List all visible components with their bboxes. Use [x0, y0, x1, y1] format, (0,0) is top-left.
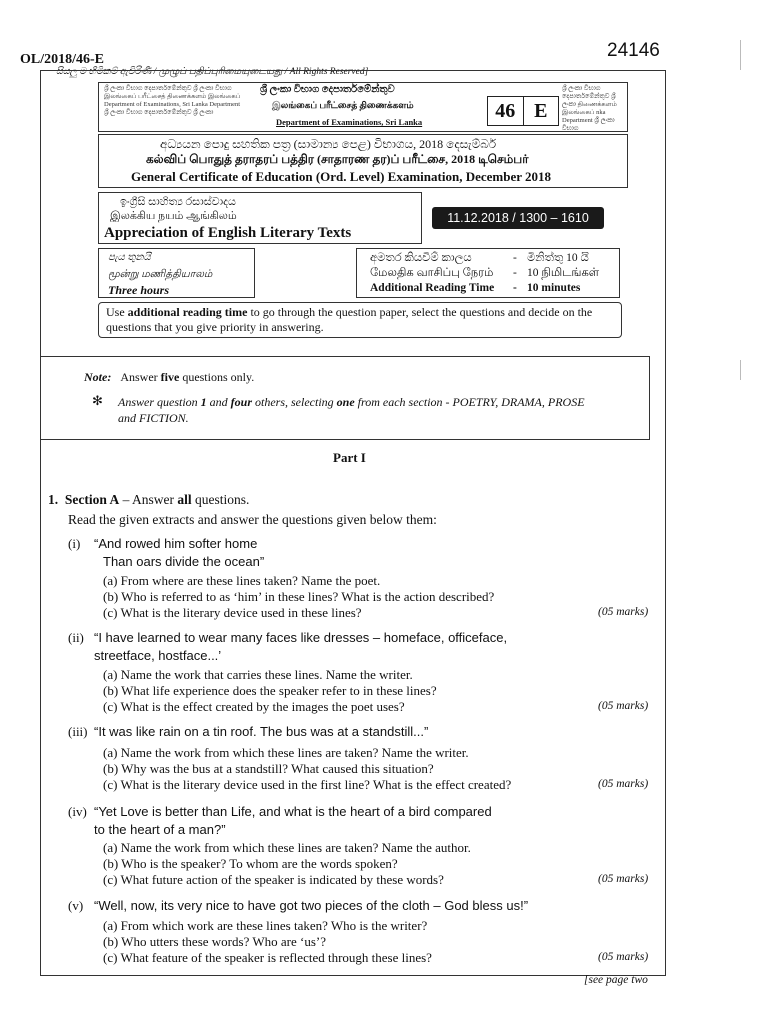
certificate-english: General Certificate of Education (Ord. Level) Examination, December 2018 — [131, 169, 552, 184]
subject-code: 46 — [495, 99, 516, 122]
reading-time-value: 10 நிமிடங்கள் — [527, 267, 600, 279]
sub-question: (b) Who utters these words? Who are ‘us’? — [103, 934, 326, 949]
extract-quote-line: Than oars divide the ocean” — [103, 554, 265, 569]
rights-reserved: සියලු ම හිමිකම් ඇවිරිණි / முழுப் பதிப்புரிமையுடையது / All Rights Reserved] — [56, 67, 369, 77]
extract-quote-line: “I have learned to wear many faces like dresses – homeface, officeface, — [94, 630, 508, 645]
extract-quote-line: to the heart of a man?” — [94, 822, 226, 837]
certificate-sinhala: අධ්‍යයන පොදු සහතික පත්‍ර (සාමාන්‍ය පෙළ) විභාගය, 2018 දෙසැම්බර් — [160, 137, 497, 151]
sub-question: (b) Who is the speaker? To whom are the words spoken? — [103, 856, 398, 871]
marks-label: (05 marks) — [598, 873, 649, 885]
question-number: 1. — [48, 492, 59, 507]
reading-time-dash: - — [513, 267, 517, 279]
note-line — [84, 370, 254, 385]
note-label: Note: — [84, 370, 112, 384]
section-mid: – Answer — [119, 492, 178, 507]
question-header — [48, 492, 249, 508]
note-line-2 — [118, 394, 588, 426]
extract-number: (ii) — [68, 630, 84, 645]
extract-number: (v) — [68, 898, 84, 913]
note2-mid: and — [206, 395, 231, 409]
part-title: Part I — [333, 450, 366, 465]
department-name-tamil: இலங்கைப் பரீட்சைத் திணைக்களம் — [272, 100, 414, 110]
instructions-bold: additional reading time — [127, 305, 248, 319]
subject-english: Appreciation of English Literary Texts — [104, 225, 352, 241]
subject-tamil: இலக்கிய நயம் ஆங்கிலம் — [110, 210, 237, 222]
certificate-tamil: கல்விப் பொதுத் தராதரப் பத்திர (சாதாரண தர)ப் பரீட்சை, 2018 டிசெம்பர் — [146, 152, 529, 166]
sub-question: (c) What is the literary device used in the first line? What is the effect created? — [103, 777, 512, 792]
sub-question: (b) What life experience does the speaker refer to in these lines? — [103, 683, 437, 698]
subject-sinhala: ඉංග්‍රීසි සාහිත්‍ය රසාස්වාදය — [120, 196, 236, 208]
page-footer: [see page two — [584, 974, 648, 986]
reading-time-label: අමතර කියවීම් කාලය — [370, 252, 472, 264]
sub-question: (c) What future action of the speaker is indicated by these words? — [103, 872, 444, 887]
marks-label: (05 marks) — [598, 951, 649, 963]
duration-tamil: மூன்று மணித்தியாலம் — [108, 269, 213, 280]
note-text-bold: five — [160, 370, 180, 384]
subject-code-box — [487, 96, 559, 126]
reading-time-label: Additional Reading Time — [370, 282, 495, 294]
star-icon: ✻ — [92, 393, 103, 408]
scan-mark — [740, 360, 741, 380]
extract-quote-line: “Yet Love is better than Life, and what is the heart of a bird compared — [94, 804, 492, 819]
question-intro: Read the given extracts and answer the questions given below them: — [68, 512, 437, 527]
language-code: E — [523, 97, 559, 125]
note2-b1: 1 — [200, 395, 207, 409]
reading-time-label: மேலதிக வாசிப்பு நேரம் — [370, 267, 494, 279]
note2-post: from each section - POETRY, DRAMA, PROSE and FICTION. — [118, 395, 585, 425]
reading-time-row — [370, 252, 620, 265]
section-bold: all — [177, 492, 192, 507]
department-watermark-left: ශ්‍රී ලංකා විභාග දෙපාර්තමේන්තුව ශ්‍රී ලංකා විභාග இலங்கைப் பரீட்சைத் திணைக்களம் இலங்கைப் Department of Examinations, Sri Lanka Department ශ්‍රී ලංකා විභාග දෙපාර්තමේන්තුව ශ්‍රී ලංකා — [104, 85, 241, 116]
duration-english: Three hours — [108, 283, 170, 297]
extract-quote-line: “It was like rain on a tin roof. The bus was at a standstill...” — [94, 724, 429, 739]
section-label: Section A — [64, 492, 120, 507]
sub-question: (b) Who is referred to as ‘him’ in these lines? What is the action described? — [103, 589, 495, 604]
exam-date-time: 11.12.2018 / 1300 – 1610 — [432, 207, 604, 229]
paper-code: OL/2018/46-E — [20, 52, 105, 67]
serial-number: 24146 — [607, 40, 660, 61]
sub-question: (b) Why was the bus at a standstill? What caused this situation? — [103, 761, 434, 776]
sub-question: (a) Name the work from which these lines are taken? Name the writer. — [103, 745, 469, 760]
extract-quote-line: streetface, hostface...’ — [94, 648, 222, 663]
instructions-text — [106, 305, 616, 335]
reading-time-dash: - — [513, 252, 517, 264]
extract-number: (i) — [68, 536, 81, 551]
extract-number: (iii) — [68, 724, 88, 739]
sub-question: (c) What feature of the speaker is reflected through these lines? — [103, 950, 432, 965]
reading-time-row — [370, 267, 620, 281]
sub-question: (a) From where are these lines taken? Name the poet. — [103, 573, 381, 588]
department-watermark-right: ශ්‍රී ලංකා විභාග දෙපාර්තමේන්තුව ශ්‍රී ලංකා திணைக்களம் இலங்கைப் nka Department ශ්‍රී ලංකා විභාග — [562, 85, 617, 132]
duration-sinhala: පැය තුනයි — [108, 252, 151, 263]
sub-question: (c) What is the literary device used in these lines? — [103, 605, 362, 620]
reading-time-value: 10 minutes — [527, 282, 581, 294]
reading-time-dash: - — [513, 282, 517, 294]
instructions-post: to go through the question paper, select the questions and decide on the questions that you give priority in answering. — [106, 305, 593, 334]
sub-question: (a) Name the work from which these lines are taken? Name the author. — [103, 840, 471, 855]
department-name-sinhala: ශ්‍රී ලංකා විභාග දෙපාර්තමේන්තුව — [260, 84, 395, 95]
marks-label: (05 marks) — [598, 606, 649, 618]
sub-question: (a) From which work are these lines taken? Who is the writer? — [103, 918, 428, 933]
section-post: questions. — [191, 492, 250, 507]
marks-label: (05 marks) — [598, 700, 649, 712]
note2-mid2: others, selecting — [252, 395, 337, 409]
sub-question: (a) Name the work that carries these lines. Name the writer. — [103, 667, 413, 682]
note-text-post: questions only. — [179, 370, 255, 384]
scan-mark — [740, 40, 741, 70]
reading-time-row — [370, 282, 620, 294]
reading-time-value: මිනිත්තු 10 යි — [527, 252, 589, 264]
marks-label: (05 marks) — [598, 778, 649, 790]
note2-b2: four — [230, 395, 253, 409]
sub-question: (c) What is the effect created by the images the poet uses? — [103, 699, 405, 714]
extract-quote-line: “And rowed him softer home — [94, 536, 258, 551]
extract-quote-line: “Well, now, its very nice to have got two pieces of the cloth – God bless us!” — [94, 898, 529, 913]
department-name-english: Department of Examinations, Sri Lanka — [276, 117, 423, 127]
note2-pre: Answer question — [118, 395, 201, 409]
note-text-pre: Answer — [120, 370, 161, 384]
instructions-pre: Use — [106, 305, 128, 319]
extract-number: (iv) — [68, 804, 87, 819]
note2-b3: one — [336, 395, 355, 409]
